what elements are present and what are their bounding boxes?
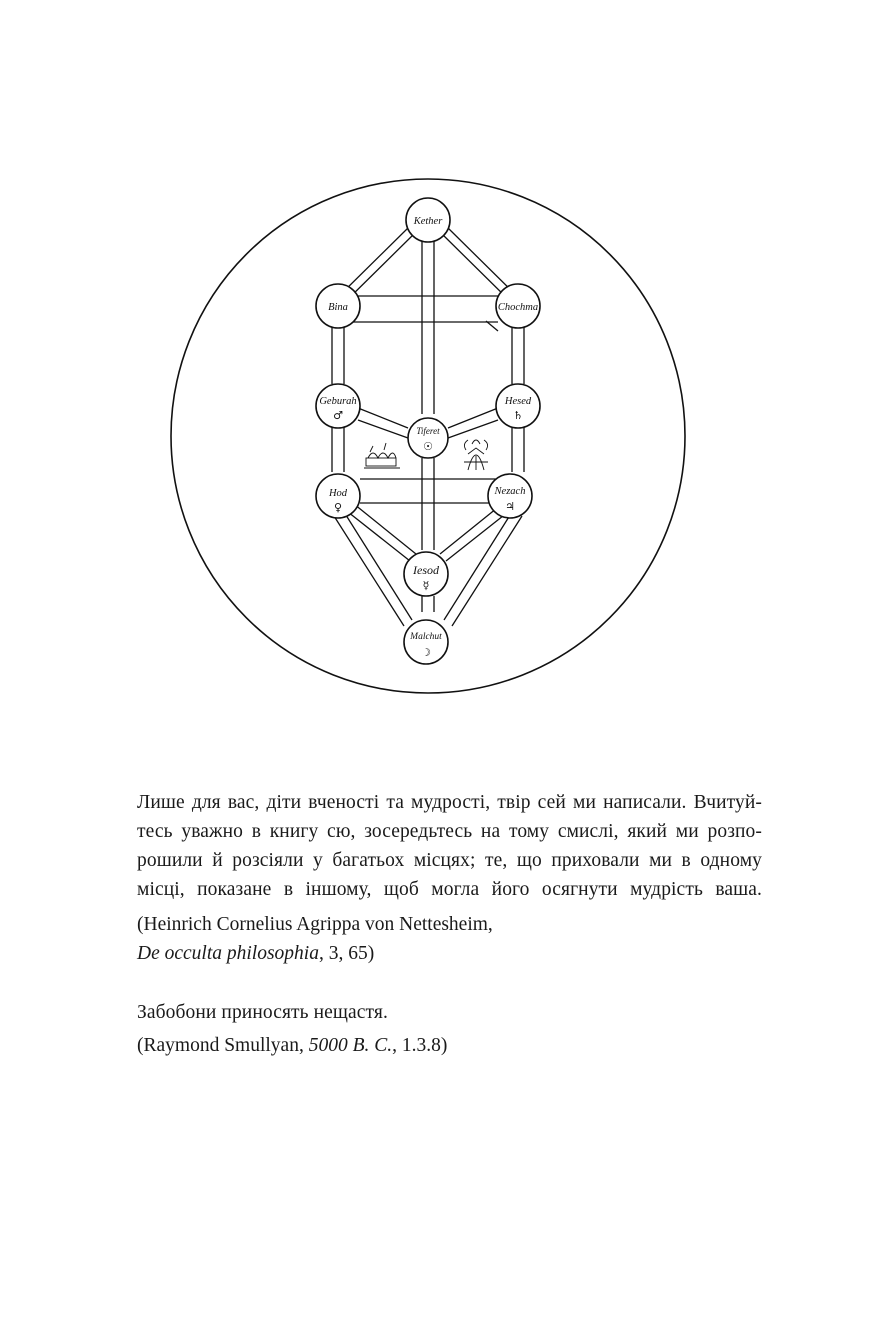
node-tiferet (408, 418, 448, 458)
attribution-author: (Raymond Smullyan, (137, 1035, 309, 1056)
node-chochma (496, 284, 540, 328)
svg-text:Bina: Bina (328, 302, 348, 313)
node-geburah (316, 384, 360, 428)
epigraph-attribution (137, 910, 762, 968)
attribution-reference: , 3, 65) (318, 943, 375, 964)
sun-icon: ☉ (423, 440, 433, 453)
attribution-author: (Heinrich Cornelius Agrippa von Nettesheim, (137, 914, 493, 935)
svg-text:Hod: Hod (328, 488, 348, 499)
node-iesod (404, 552, 448, 596)
node-hod (316, 474, 360, 518)
sephirot-nodes (316, 198, 540, 664)
moon-icon: ☽ (421, 646, 431, 659)
epigraph-line: місці, показане в іншому, щоб могла його осягнути мудрість ваша. (137, 879, 762, 900)
svg-text:Nezach: Nezach (494, 486, 526, 497)
node-bina (316, 284, 360, 328)
venus-icon: ♀ (333, 501, 343, 514)
svg-text:Geburah: Geburah (319, 396, 357, 407)
epigraph-smullyan (137, 998, 762, 1060)
attribution-title: 5000 B. C. (308, 1035, 393, 1056)
attribution-title: De occulta philosophia (137, 943, 319, 964)
jupiter-icon: ♃ (505, 500, 515, 513)
svg-text:Tiferet: Tiferet (416, 426, 440, 436)
node-keter (406, 198, 450, 242)
attribution-source (137, 939, 762, 968)
svg-text:Kether: Kether (413, 216, 443, 227)
saturn-icon: ♄ (513, 409, 523, 422)
svg-text:Chochma: Chochma (497, 302, 539, 313)
epigraph-line: Забобони приносять нещастя. (137, 1002, 388, 1023)
node-hesed (496, 384, 540, 428)
epigraph-line: тесь уважно в книгу сю, зосередьтесь на тому смислі, який ми розпо- (137, 821, 762, 842)
svg-text:Hesed: Hesed (504, 396, 532, 407)
mars-icon: ♂ (333, 409, 343, 422)
node-malchut (404, 620, 448, 664)
epigraph-line: Лише для вас, діти вченості та мудрості, твір сей ми написали. Вчитуй- (137, 792, 762, 813)
epigraph-attribution (137, 1031, 762, 1060)
attribution-reference: , 1.3.8) (392, 1035, 448, 1056)
tree-of-life-illustration (168, 176, 688, 696)
mercury-icon: ☿ (422, 579, 430, 592)
epigraph-line: рошили й розсіяли у багатьох місцях; те, що приховали ми в одному (137, 850, 762, 871)
svg-text:Iesod: Iesod (413, 563, 439, 577)
node-nezach (488, 474, 532, 518)
epigraph-agrippa (137, 788, 762, 968)
svg-text:Malchut: Malchut (410, 632, 442, 642)
